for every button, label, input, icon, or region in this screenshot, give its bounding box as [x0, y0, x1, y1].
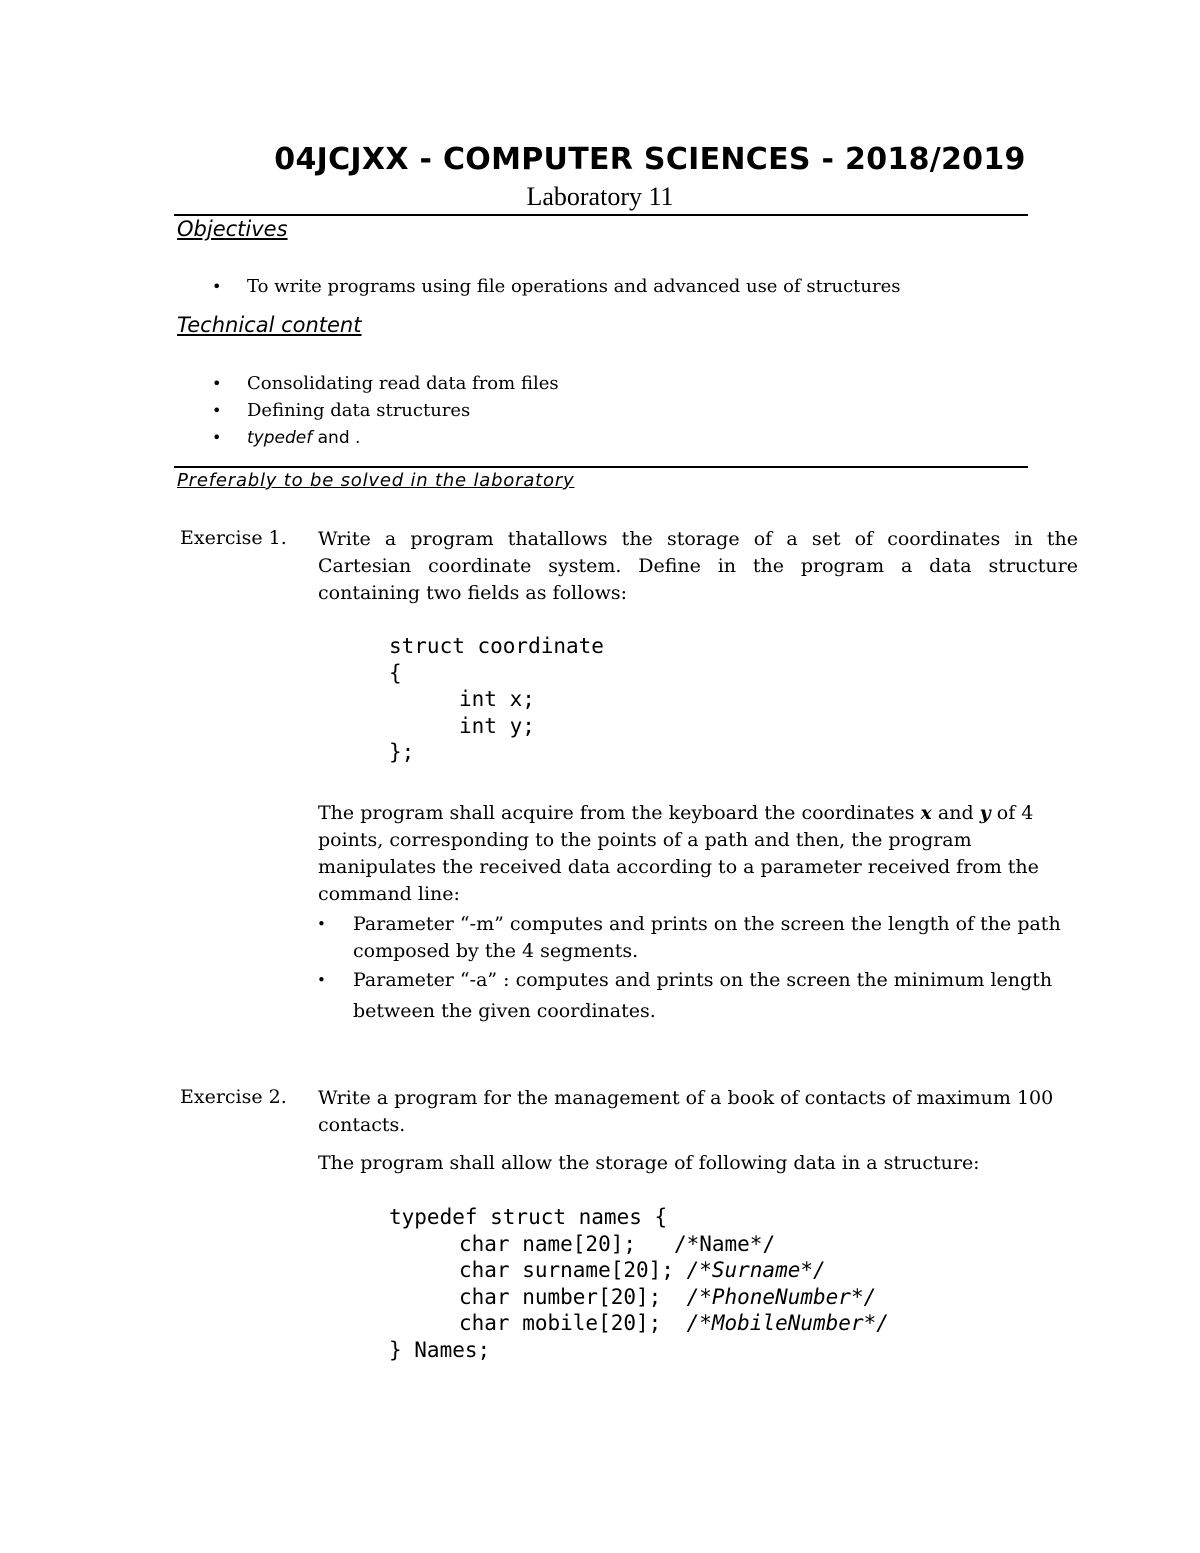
exercise-2-code	[389, 1204, 889, 1363]
bullet-icon: •	[212, 428, 222, 447]
code-line: char mobile[20]; /*MobileNumber*/	[459, 1311, 889, 1335]
page-title: 04JCJXX - COMPUTER SCIENCES - 2018/2019	[274, 142, 1026, 177]
bullet-icon: •	[212, 374, 222, 393]
bullet-icon: •	[317, 915, 326, 933]
page-subtitle: Laboratory 11	[526, 182, 674, 211]
code-line: };	[389, 740, 415, 764]
code-line: typedef struct names {	[389, 1205, 668, 1229]
list-item: • Defining data structures	[212, 397, 559, 424]
list-item: • Consolidating read data from files	[212, 370, 559, 397]
lab-heading: Preferably to be solved in the laboratory	[177, 470, 575, 491]
bullet-icon: •	[212, 401, 222, 420]
list-item: • Parameter “-a” : computes and prints on the screen the minimum length between the given coordinates.	[317, 965, 1077, 1027]
code-line: int y;	[459, 713, 535, 738]
objectives-heading: Objectives	[177, 217, 288, 241]
objectives-list	[212, 273, 900, 300]
code-line: {	[389, 660, 402, 685]
exercise-1-code	[389, 633, 604, 766]
exercise-1-body: The program shall acquire from the keyboard the coordinates x and y of 4 points, corresponding to the points of a path and then, the program manipulates the received data according to a parameter received from the command line:	[318, 802, 1039, 905]
exercise-2-intro: Write a program for the management of a book of contacts of maximum 100 contacts.	[318, 1087, 1054, 1136]
exercise-1-intro: Write a program thatallows the storage of a set of coordinates in the Cartesian coordinate system. Define in the program a data structure containing two fields as follows:	[318, 528, 1078, 604]
code-line: int x;	[459, 687, 535, 711]
var-y: y	[979, 802, 991, 824]
var-x: x	[920, 802, 932, 824]
technical-content-heading: Technical content	[177, 313, 362, 337]
code-line: char number[20]; /*PhoneNumber*/	[459, 1284, 877, 1309]
header-divider	[174, 214, 1028, 216]
bullet-icon: •	[317, 971, 326, 989]
exercise-2-label: Exercise 2.	[180, 1086, 287, 1108]
technical-content-list	[212, 370, 559, 451]
list-item: • typedef and .	[212, 424, 559, 451]
list-item: • Parameter “-m” computes and prints on the screen the length of the path composed by the 4 segments.	[317, 913, 1061, 962]
code-line: } Names;	[389, 1337, 491, 1362]
exercise-2-body: The program shall allow the storage of following data in a structure:	[318, 1152, 980, 1174]
bullet-icon: •	[212, 277, 222, 296]
code-line: struct coordinate	[389, 634, 604, 658]
code-line: char name[20]; /*Name*/	[459, 1231, 776, 1256]
typedef-keyword: typedef	[247, 428, 313, 448]
list-item: • To write programs using file operations and advanced use of structures	[212, 273, 900, 300]
section-divider	[174, 466, 1028, 468]
code-line: char surname[20]; /*Surname*/	[459, 1258, 826, 1282]
exercise-1-params	[317, 911, 1077, 1027]
exercise-1-label: Exercise 1.	[180, 527, 287, 549]
